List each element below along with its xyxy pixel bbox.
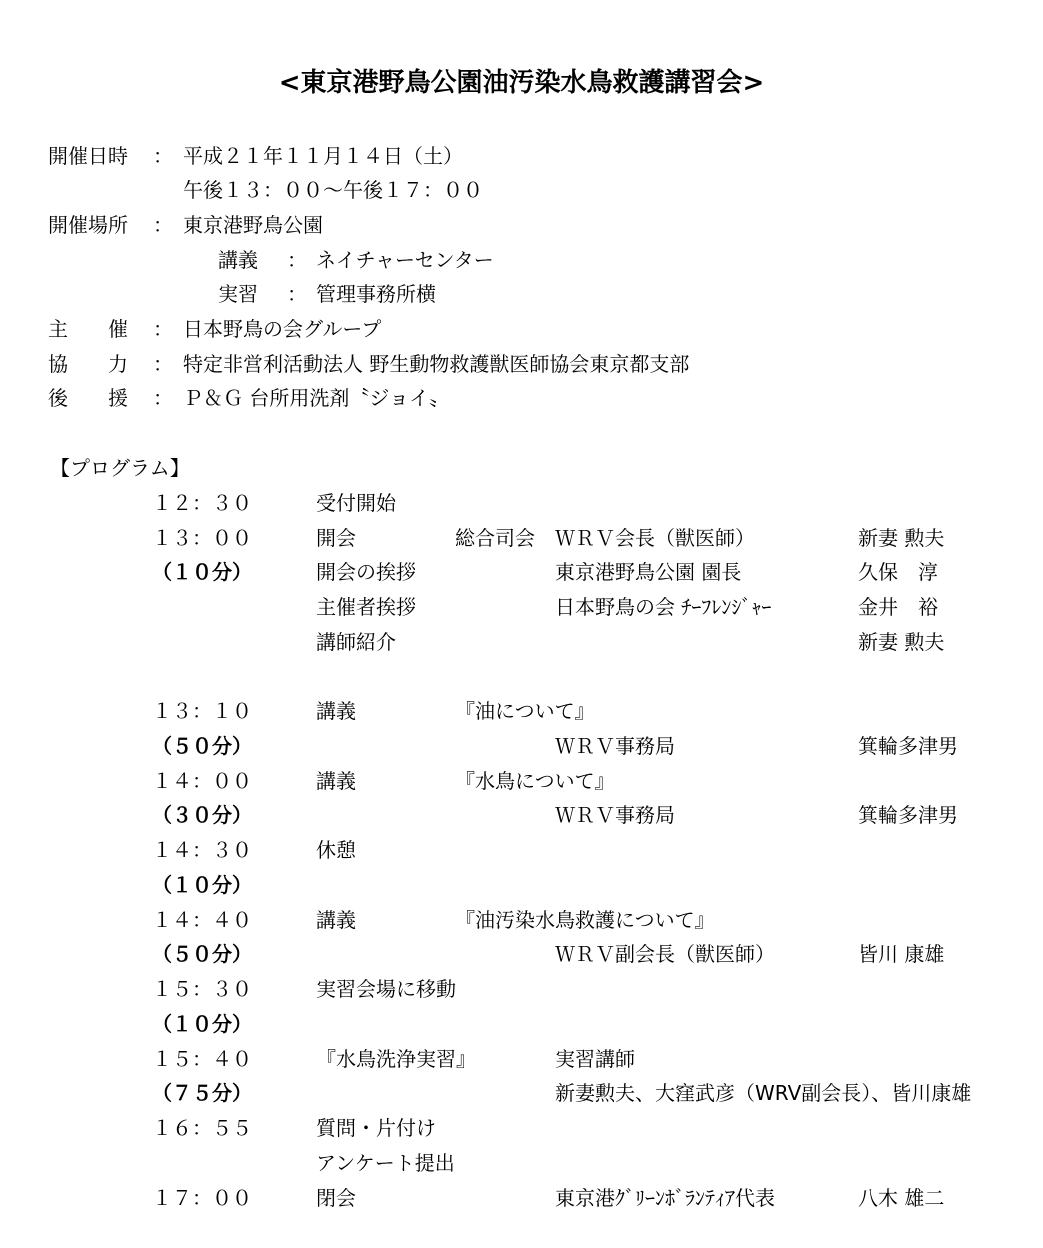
program-role: ＷＲＶ事務局 — [555, 734, 675, 758]
program-item: アンケート提出 — [316, 1151, 455, 1175]
program-sub: 『水鳥について』 — [455, 769, 615, 793]
program-duration: （１０分） — [152, 873, 252, 897]
info-cooperation-row — [0, 347, 1043, 381]
program-item: 受付開始 — [316, 491, 396, 515]
program-row — [0, 729, 1043, 763]
info-practice-row — [0, 277, 1043, 311]
program-time: １２：３０ — [152, 491, 252, 515]
program-time: １５：３０ — [152, 977, 252, 1001]
program-row — [0, 521, 1043, 555]
program-person: 八木 雄二 — [858, 1186, 945, 1210]
program-heading-row — [0, 451, 1043, 485]
program-row — [0, 764, 1043, 798]
program-item: 『水鳥洗浄実習』 — [316, 1047, 476, 1071]
colon: ： — [287, 282, 307, 306]
program-duration: （５０分） — [152, 942, 252, 966]
program-row — [0, 868, 1043, 902]
cooperation-value: 特定非営利活動法人 野生動物救護獣医師協会東京都支部 — [183, 352, 690, 376]
program-item: 質問・片付け — [316, 1116, 436, 1140]
program-duration: （５０分） — [152, 734, 252, 758]
info-support-row — [0, 381, 1043, 415]
program-duration: （１０分） — [152, 560, 252, 584]
practice-place: 管理事務所横 — [316, 282, 436, 306]
colon: ： — [153, 317, 173, 341]
program-item: 講義 — [316, 908, 356, 932]
lecture-place: ネイチャーセンター — [316, 248, 494, 272]
organizer-value: 日本野鳥の会グループ — [183, 317, 382, 341]
program-row — [0, 555, 1043, 589]
program-time: １３：００ — [152, 526, 252, 550]
place-value: 東京港野鳥公園 — [183, 213, 323, 237]
lecture-label: 講義 — [218, 248, 258, 272]
document-title: <東京港野鳥公園油汚染水鳥救護講習会> — [278, 68, 765, 98]
program-person: 久保 淳 — [858, 560, 938, 584]
program-role: 日本野鳥の会 ﾁｰﾌﾚﾝｼﾞｬｰ — [555, 595, 772, 619]
program-item: 講義 — [316, 699, 356, 723]
program-time: １５：４０ — [152, 1047, 252, 1071]
program-item: 開会 — [316, 526, 356, 550]
colon: ： — [287, 248, 307, 272]
program-role: ＷＲＶ事務局 — [555, 803, 675, 827]
program-duration: （３０分） — [152, 803, 252, 827]
program-row — [0, 1042, 1043, 1076]
cooperation-label: 協 力 — [48, 352, 128, 376]
program-row — [0, 625, 1043, 659]
program-row — [0, 972, 1043, 1006]
colon: ： — [153, 144, 173, 168]
program-role: ＷＲＶ会長（獣医師） — [555, 526, 755, 550]
program-row — [0, 903, 1043, 937]
info-place-row — [0, 208, 1043, 242]
program-row — [0, 937, 1043, 971]
program-item: 休憩 — [316, 838, 356, 862]
organizer-label: 主 催 — [48, 317, 128, 341]
place-label: 開催場所 — [48, 213, 128, 237]
program-row — [0, 486, 1043, 520]
program-person: 皆川 康雄 — [858, 942, 945, 966]
support-label: 後 援 — [48, 386, 128, 410]
program-row — [0, 798, 1043, 832]
program-person: 箕輪多津男 — [858, 734, 958, 758]
program-sub: 総合司会 — [455, 526, 535, 550]
program-item: 開会の挨拶 — [316, 560, 416, 584]
program-person: 新妻 勲夫 — [858, 630, 945, 654]
program-duration: （１０分） — [152, 1012, 252, 1036]
program-row — [0, 833, 1043, 867]
program-time: １７：００ — [152, 1186, 252, 1210]
program-heading: 【プログラム】 — [50, 456, 190, 480]
program-role: 新妻勲夫、大窪武彦（WRV副会長）、皆川康雄 — [555, 1081, 972, 1105]
program-item: 講師紹介 — [316, 630, 396, 654]
program-person: 箕輪多津男 — [858, 803, 958, 827]
colon: ： — [153, 352, 173, 376]
program-sub: 『油汚染水鳥救護について』 — [455, 908, 715, 932]
program-time: １４：４０ — [152, 908, 252, 932]
info-lecture-row — [0, 243, 1043, 277]
program-role: ＷＲＶ副会長（獣医師） — [555, 942, 775, 966]
program-row — [0, 590, 1043, 624]
program-time: １４：３０ — [152, 838, 252, 862]
program-row — [0, 1007, 1043, 1041]
program-time: １４：００ — [152, 769, 252, 793]
program-row — [0, 1181, 1043, 1215]
program-role: 東京港ｸﾞﾘｰﾝﾎﾞﾗﾝﾃｨｱ代表 — [555, 1186, 775, 1210]
program-time: １６：５５ — [152, 1116, 252, 1140]
date-value: 平成２１年１１月１４日（土） — [183, 144, 463, 168]
program-person: 新妻 勲夫 — [858, 526, 945, 550]
program-row — [0, 694, 1043, 728]
info-time-row — [0, 173, 1043, 207]
program-time: １３：１０ — [152, 699, 252, 723]
colon: ： — [153, 386, 173, 410]
program-sub: 『油について』 — [455, 699, 595, 723]
program-role: 東京港野鳥公園 園長 — [555, 560, 742, 584]
program-row — [0, 1111, 1043, 1145]
program-item: 閉会 — [316, 1186, 356, 1210]
info-date-row — [0, 139, 1043, 173]
program-item: 主催者挨拶 — [316, 595, 416, 619]
time-value: 午後１３：００～午後１７：００ — [183, 178, 483, 202]
program-row — [0, 1076, 1043, 1110]
program-role: 実習講師 — [555, 1047, 635, 1071]
program-duration: （７５分） — [152, 1081, 252, 1105]
program-item: 講義 — [316, 769, 356, 793]
program-person: 金井 裕 — [858, 595, 938, 619]
practice-label: 実習 — [218, 282, 258, 306]
info-organizer-row — [0, 312, 1043, 346]
colon: ： — [153, 213, 173, 237]
support-value: Ｐ＆Ｇ 台所用洗剤〝ジョイ〟 — [183, 386, 449, 410]
date-label: 開催日時 — [48, 144, 128, 168]
program-item: 実習会場に移動 — [316, 977, 456, 1001]
program-row — [0, 1146, 1043, 1180]
